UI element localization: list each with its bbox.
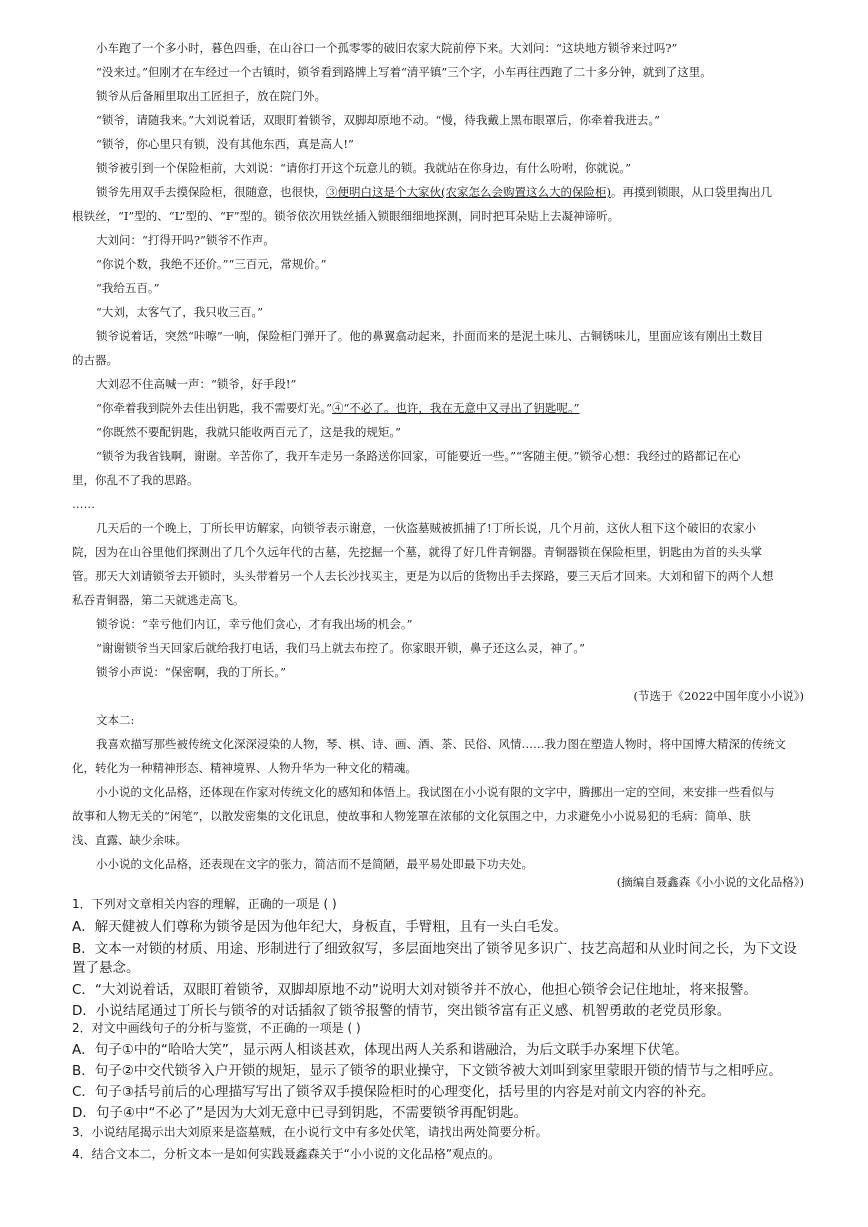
question-3: 3．小说结尾揭示出大刘原来是盗墓贼，在小说行文中有多处伏笔，请找出两处简要分析。 <box>72 1125 548 1139</box>
text1-line <box>96 184 772 200</box>
text1-line-part: 锁爷先用双手去摸保险柜，很随意，也很快， <box>96 185 326 199</box>
question-2-option-d: D．句子④中“不必了”是因为大刘无意中已寻到钥匙，不需要锁爷再配钥匙。 <box>72 1105 527 1121</box>
text1-line: “你说个数，我绝不还价。”“三百元，常规价。” <box>96 257 327 271</box>
text1-line: 大刘问：“打得开吗?”锁爷不作声。 <box>96 233 275 247</box>
text1-line: “锁爷，你心里只有锁，没有其他东西，真是高人!” <box>96 137 354 151</box>
question-2-option-c: C．句子③括号前后的心理描写写出了锁爷双手摸保险柜时的心理变化，括号里的内容是对前文内容的补充。 <box>72 1084 715 1100</box>
question-2-option-b: B．句子②中交代锁爷入户开锁的规矩，显示了锁爷的职业操守，下文锁爷被大刘叫到家里蒙眼开锁的情节与之相呼应。 <box>72 1063 782 1079</box>
text1-line: 里，你乱不了我的思路。 <box>72 473 199 487</box>
text1-line: 院，因为在山谷里他们探测出了几个久远年代的古墓，先挖掘一个墓，就得了好几件青铜器。青铜器锁在保险柜里，钥匙由为首的头头掌 <box>72 545 762 559</box>
text2-line: 小小说的文化品格，还体现在作家对传统文化的感知和体悟上。我试图在小小说有限的文字中，腾挪出一定的空间，来安排一些看似与 <box>96 785 775 799</box>
text1-line: 根铁丝，“I”型的、“L”型的、“F”型的。锁爷依次用铁丝插入锁眼细细地探测，同时把耳朵贴上去凝神谛听。 <box>72 209 620 223</box>
question-4: 4．结合文本二，分析文本一是如何实践聂鑫森关于“小小说的文化品格”观点的。 <box>72 1147 501 1161</box>
ellipsis: …… <box>72 497 95 511</box>
text1-line <box>96 400 580 416</box>
text1-line: 锁爷说着话，突然“咔嚓”一响，保险柜门弹开了。他的鼻翼翕动起来，扑面而来的是泥土味儿、古铜锈味儿，里面应该有刚出土数目 <box>96 329 764 343</box>
text1-line: 私吞青铜器，第二天就逃走高飞。 <box>72 593 245 607</box>
text1-line: 锁爷从后备厢里取出工匠担子，放在院门外。 <box>96 89 326 103</box>
text1-line: 的古器。 <box>72 353 118 367</box>
question-2-option-a: A．句子①中的“哈哈大笑”，显示两人相谈甚欢，体现出两人关系和谐融洽，为后文联手办案埋下伏笔。 <box>72 1042 688 1058</box>
text1-line: 大刘忍不住高喊一声：“锁爷，好手段!” <box>96 377 297 391</box>
question-1-option-d: D．小说结尾通过丁所长与锁爷的对话插叙了锁爷报警的情节，突出锁爷富有正义感、机智勇敢的老党员形象。 <box>72 1003 731 1019</box>
text1-line: 几天后的一个晚上，丁所长甲访解家，向锁爷表示谢意，一伙盗墓贼被抓捕了!丁所长说，几个月前，这伙人租下这个破旧的农家小 <box>96 521 757 535</box>
text2-line: 浅、直露、缺少余味。 <box>72 833 187 847</box>
text2-line: 化，转化为一种精神形态、精神境界、人物升华为一种文化的精魂。 <box>72 761 417 775</box>
text1-line: “锁爷为我省钱啊，谢谢。辛苦你了，我开车走另一条路送你回家，可能要近一些。”“客随主便。”锁爷心想：我经过的路都记在心 <box>96 449 741 463</box>
text2-label: 文本二: <box>96 713 135 727</box>
underlined-sentence-4: ④“不必了。也许，我在无意中又寻出了钥匙呢。” <box>332 401 580 415</box>
text1-line: “我给五百。” <box>96 281 160 295</box>
text2-line: 故事和人物无关的“闲笔”，以散发密集的文化讯息，使故事和人物笼罩在浓郁的文化氛围之中，力求避免小小说易犯的毛病：简单、肤 <box>72 809 751 823</box>
text1-line: 锁爷小声说：“保密啊，我的丁所长。” <box>96 665 287 679</box>
text1-line-part: “你牵着我到院外去佳出钥匙，我不需要灯光。” <box>96 401 333 415</box>
text1-line: “谢谢锁爷当天回家后就给我打电话，我们马上就去布控了。你家眼开锁，鼻子还这么灵，神了。” <box>96 641 586 655</box>
text2-line: 小小说的文化品格，还表现在文字的张力，简洁而不是简陋，最平易处即最下功夫处。 <box>96 857 533 871</box>
text1-line: 锁爷被引到一个保险柜前，大刘说：“请你打开这个玩意儿的锁。我就站在你身边，有什么吩咐，你就说。” <box>96 161 632 175</box>
text1-line: 管。那天大刘请锁爷去开锁时，头头带着另一个人去长沙找买主，更是为以后的货物出手去探路，要三天后才回来。大刘和留下的两个人想 <box>72 569 774 583</box>
question-1-option-b: B．文本一对锁的材质、用途、形制进行了细致叙写，多层面地突出了锁爷见多识广、技艺高超和从业时间之长，为下文设 <box>72 941 797 957</box>
question-1-option-c: C．“大刘说着话，双眼盯着锁爷，双脚却原地不动”说明大刘对锁爷并不放心，他担心锁爷会记住地址，将来报警。 <box>72 982 757 998</box>
text1-line: “你既然不要配钥匙，我就只能收两百元了，这是我的规矩。” <box>96 425 402 439</box>
text2-line: 我喜欢描写那些被传统文化深深浸染的人物，琴、棋、诗、画、酒、茶、民俗、风情……我力图在塑造人物时，将中国博大精深的传统文 <box>96 737 786 751</box>
underlined-sentence-3: ③便明白这是个大家伙(农家怎么会购置这么大的保险柜) <box>326 185 611 199</box>
text1-line: “锁爷，请随我来。”大刘说着话，双眼盯着锁爷，双脚却原地不动。“慢，待我戴上黑布眼罩后，你牵着我进去。” <box>96 113 661 127</box>
question-2: 2．对文中画线句子的分析与鉴赏，不正确的一项是 ( ) <box>72 1021 361 1035</box>
text1-line: “大刘，太客气了，我只收三百。” <box>96 305 264 319</box>
text1-line: “没来过。”但刚才在车经过一个古镇时，锁爷看到路牌上写着“清平镇”三个字，小车再往西跑了二十多分钟，就到了这里。 <box>96 65 712 79</box>
text1-line: 锁爷说：“幸亏他们内讧，幸亏他们贪心，才有我出场的机会。” <box>96 617 413 631</box>
question-1: 1．下列对文章相关内容的理解，正确的一项是 ( ) <box>72 897 337 911</box>
text1-line: 小车跑了一个多小时，暮色四垂，在山谷口一个孤零零的破旧农家大院前停下来。大刘问：“这块地方锁爷来过吗?” <box>96 41 678 55</box>
text1-line-part: 。再摸到锁眼，从口袋里掏出几 <box>610 185 772 199</box>
question-1-option-b-cont: 置了悬念。 <box>72 960 140 976</box>
text1-source: (节选于《2022中国年度小小说》) <box>633 689 804 703</box>
text2-source: (摘编自聂鑫森《小小说的文化品格》) <box>616 875 804 889</box>
question-1-option-a: A．解天健被人们尊称为锁爷是因为他年纪大，身板直，手臂粗，且有一头白毛发。 <box>72 919 568 935</box>
